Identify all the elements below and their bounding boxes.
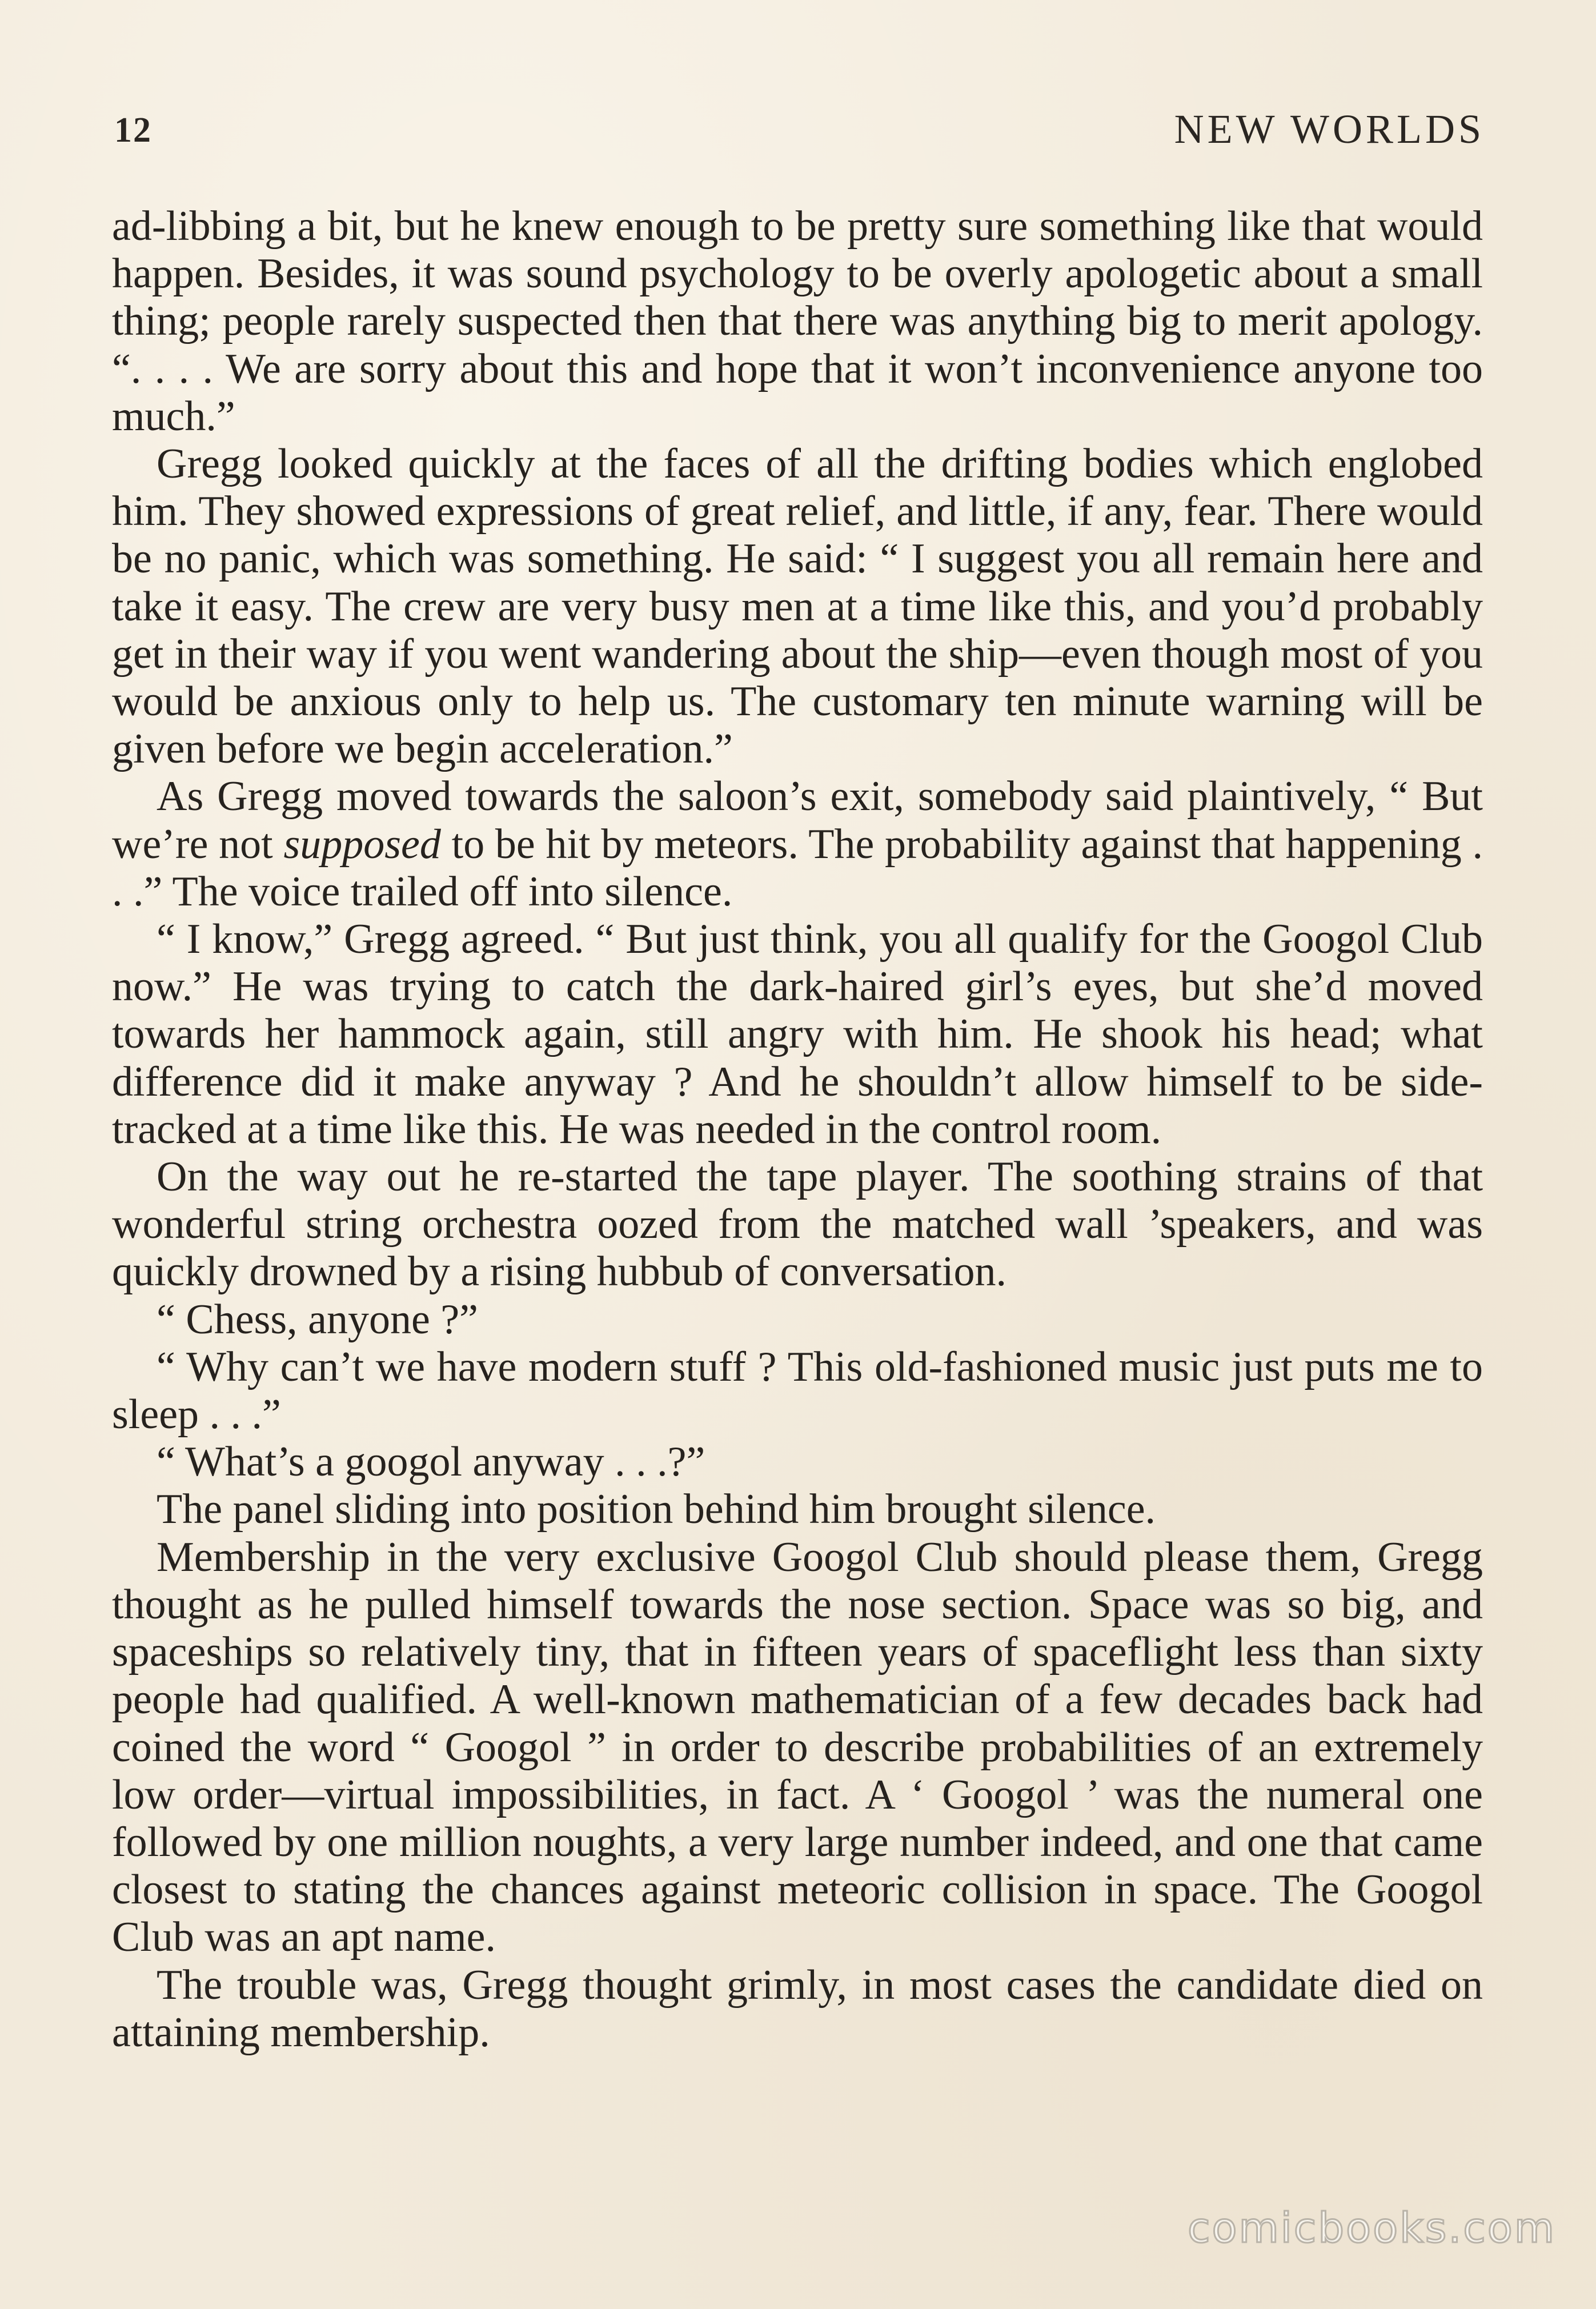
paragraph-5: On the way out he re-started the tape player. The soothing strains of that wonderful string orchestra oozed from the matched wall ’speakers, and was quickly drowned by a rising hubbub of conversation. xyxy=(112,1153,1483,1296)
dialogue-googol: “ What’s a googol anyway . . .?” xyxy=(157,1438,705,1486)
paragraph-4: “ I know,” Gregg agreed. “ But just think, you all qualify for the Googol Club now.” He was trying to catch the dark-haired girl’s eyes, but she’d moved towards her hammock again, still angry with him. He shook his head; what difference did it make anyway ? And he shouldn’t allow himself to be side-tracked at a time like this. He was needed in the control room. xyxy=(112,916,1483,1153)
paragraph-2: Gregg looked quickly at the faces of all the drifting bodies which englobed him. They showed expressions of great relief, and little, if any, fear. There would be no panic, which was something. He said: “ I suggest you all remain here and take it easy. The crew are very busy men at a time like this, and you’d probably get in their way if you went wandering about the ship—even though most of you would be anxious only to help us. The customary ten minute warning will be given before we begin acceleration.” xyxy=(112,440,1483,773)
paragraph-trouble: The trouble was, Gregg thought grimly, in most cases the candidate died on attaining membership. xyxy=(112,1961,1483,2056)
story-text xyxy=(112,203,1483,2057)
page-number: 12 xyxy=(114,111,152,150)
running-title: NEW WORLDS xyxy=(1174,106,1485,152)
paragraph-3 xyxy=(112,773,1483,916)
dialogue-chess: “ Chess, anyone ?” xyxy=(157,1296,479,1343)
site-watermark: comicbooks.com xyxy=(1187,2204,1556,2252)
paragraph-membership: Membership in the very exclusive Googol Club should please them, Gregg thought as he pulled himself towards the nose section. Space was so big, and spaceships so relatively tiny, that in fifteen years of spaceflight less than sixty people had qualified. A well-known mathematician of a few decades back had coined the word “ Googol ” in order to describe probabilities of an extremely low order—virtual impossibilities, in fact. A ‘ Googol ’ was the numeral one followed by one million noughts, a very large number indeed, and one that came closest to stating the chances against meteoric collision in space. The Googol Club was an apt name. xyxy=(112,1533,1483,1961)
paragraph-3-end: to be hit by meteors. The probability against that happening . . .” The voice trailed off into silence. xyxy=(112,820,1483,915)
paragraph-1: ad-libbing a bit, but he knew enough to be pretty sure something like that would happen. Besides, it was sound psychology to be overly apologetic about a small thing; people rarely suspected then that there was anything big to merit apology. “. . . . We are sorry about this and hope that it won’t inconvenience anyone too much.” xyxy=(112,203,1483,440)
page-header xyxy=(114,106,1485,157)
paragraph-panel: The panel sliding into position behind him brought silence. xyxy=(157,1486,1156,1533)
paragraph-3-start: As Gregg moved towards the saloon’s exit, somebody said plaintively, “ But we’re not xyxy=(112,773,1483,868)
dialogue-modern-stuff: “ Why can’t we have modern stuff ? This old-fashioned music just puts me to sleep . . .” xyxy=(112,1343,1483,1438)
emphasis-supposed: supposed xyxy=(283,820,441,868)
